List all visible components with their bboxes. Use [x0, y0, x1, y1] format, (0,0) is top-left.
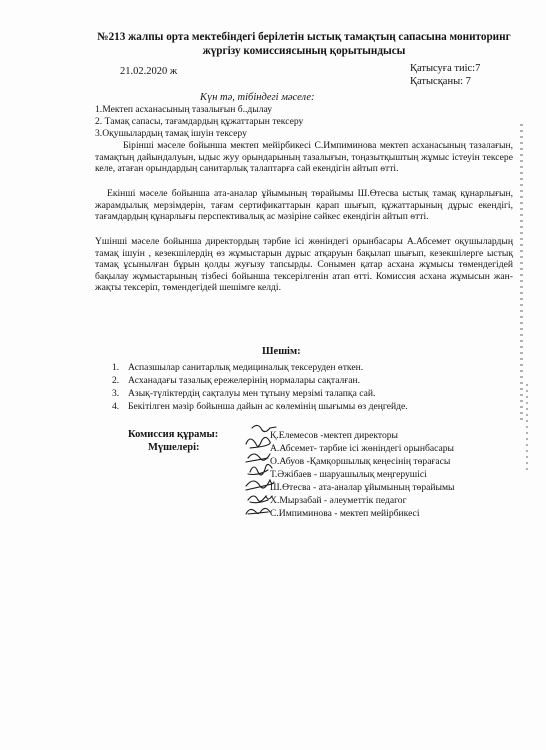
commission-member: Қ.Елемесов -мектеп директоры	[270, 430, 399, 441]
attendance-required: Қатысуға тиіс:7	[410, 63, 481, 74]
commission-member: О.Абуов -Қамқоршылық кеңесінің төрағасы	[270, 456, 451, 467]
scan-edge-artifact	[526, 380, 528, 470]
signature-2	[246, 437, 270, 448]
decision-item: 1. Аспазшылар санитарлық медициналық тексеруден өткен.	[112, 362, 364, 373]
paragraph-second-issue: Екінші мәселе бойынша ата-аналар ұйымының төрайымы Ш.Өтесва ыстық тамақ құнарлығын, жарамдылық мерзімдерін, тағам сертификаттарын қарап шығып, құжаттарының дұрыс екендігі, тағамдардың құнарлығы перспективалық ас мәзіріне сәйкес екендігін айтып өтті.	[95, 188, 513, 223]
members-label: Мүшелері:	[148, 442, 200, 453]
attendance-count: Қатысқаны: 7	[410, 76, 471, 87]
signature-4	[248, 464, 272, 475]
signature-5	[246, 480, 274, 490]
agenda-item: 1.Мектеп асханасының тазалығын б..дылау	[95, 104, 273, 115]
agenda-item: 3.Оқушылардың тамақ ішуін тексеру	[95, 128, 247, 139]
decision-item: 2. Асханадағы тазалық ережелерінің нормалары сақталған.	[112, 375, 361, 386]
commission-member: С.Импиминова - мектеп мейірбикесі	[270, 508, 420, 519]
agenda-item: 2. Тамақ сапасы, тағамдардың құжаттарын тексеру	[95, 116, 304, 127]
scan-edge-artifact	[520, 120, 523, 420]
document-title-line1: №213 жалпы орта мектебіндегі берілетін ыстық тамақтың сапасына мониторинг	[97, 31, 511, 43]
paragraph-third-issue: Үшінші мәселе бойынша директордың тәрбие ісі жөніндегі орынбасары А.Абсемет оқушылардың тамақ ішуін , кезекшілердің өз жұмыстарын дұрыс атқаруын бақылап шығып, кезекшілерге ыстық тамақ ұсынылған бұрын қолды жуғызу тапсырды. Сонымен қатар асхана жұмысы төмендегідей бақылау жұмыстарының тізбесі бойынша тексерілгенін атап өтті. Комиссия асхана жұмысын жан-жақты тексеріп, төмендегідей шешімге келді.	[95, 236, 513, 294]
document-title-line2: жүргізу комиссиясының қорытындысы	[202, 45, 406, 57]
signature-6	[248, 496, 272, 503]
signature-7	[246, 508, 270, 514]
commission-member: Х.Мырзабай - әлеуметтік педагог	[270, 495, 407, 506]
signature-1	[252, 425, 276, 431]
decision-item: 3. Азық-түліктердің сақталуы мен тұтыну мерзімі талапқа сай.	[112, 388, 376, 399]
agenda-heading: Күн тә, тібіндегі мәселе:	[200, 92, 315, 103]
decision-heading: Шешім:	[262, 346, 301, 357]
document-date: 21.02.2020 ж	[120, 66, 178, 77]
commission-member: Ш.Өтесва - ата-аналар ұйымының төрайымы	[270, 482, 455, 493]
commission-member: А.Абсемет- тәрбие ісі жөніндегі орынбасары	[270, 443, 454, 454]
decision-item: 4. Бекітілген мәзір бойынша дайын ас көлемінің шығымы өз деңгейде.	[112, 401, 408, 412]
signature-3	[246, 454, 270, 462]
commission-label: Комиссия құрамы:	[128, 429, 219, 440]
signatures-image	[240, 420, 280, 520]
commission-member: Т.Әжібаев - шаруашылық меңгерушісі	[270, 469, 427, 480]
paragraph-first-issue: Бірінші мәселе бойынша мектеп мейірбикесі С.Импиминова мектеп асханасының тазалағын, тамақтың дайындалуын, ыдыс жуу орындарының тазалығын, тоңазытқыштың жұмыс істеуін тексере келе, атаған орындардың санитарлық талаптарға сай екендігін айтып өтті.	[95, 140, 513, 175]
